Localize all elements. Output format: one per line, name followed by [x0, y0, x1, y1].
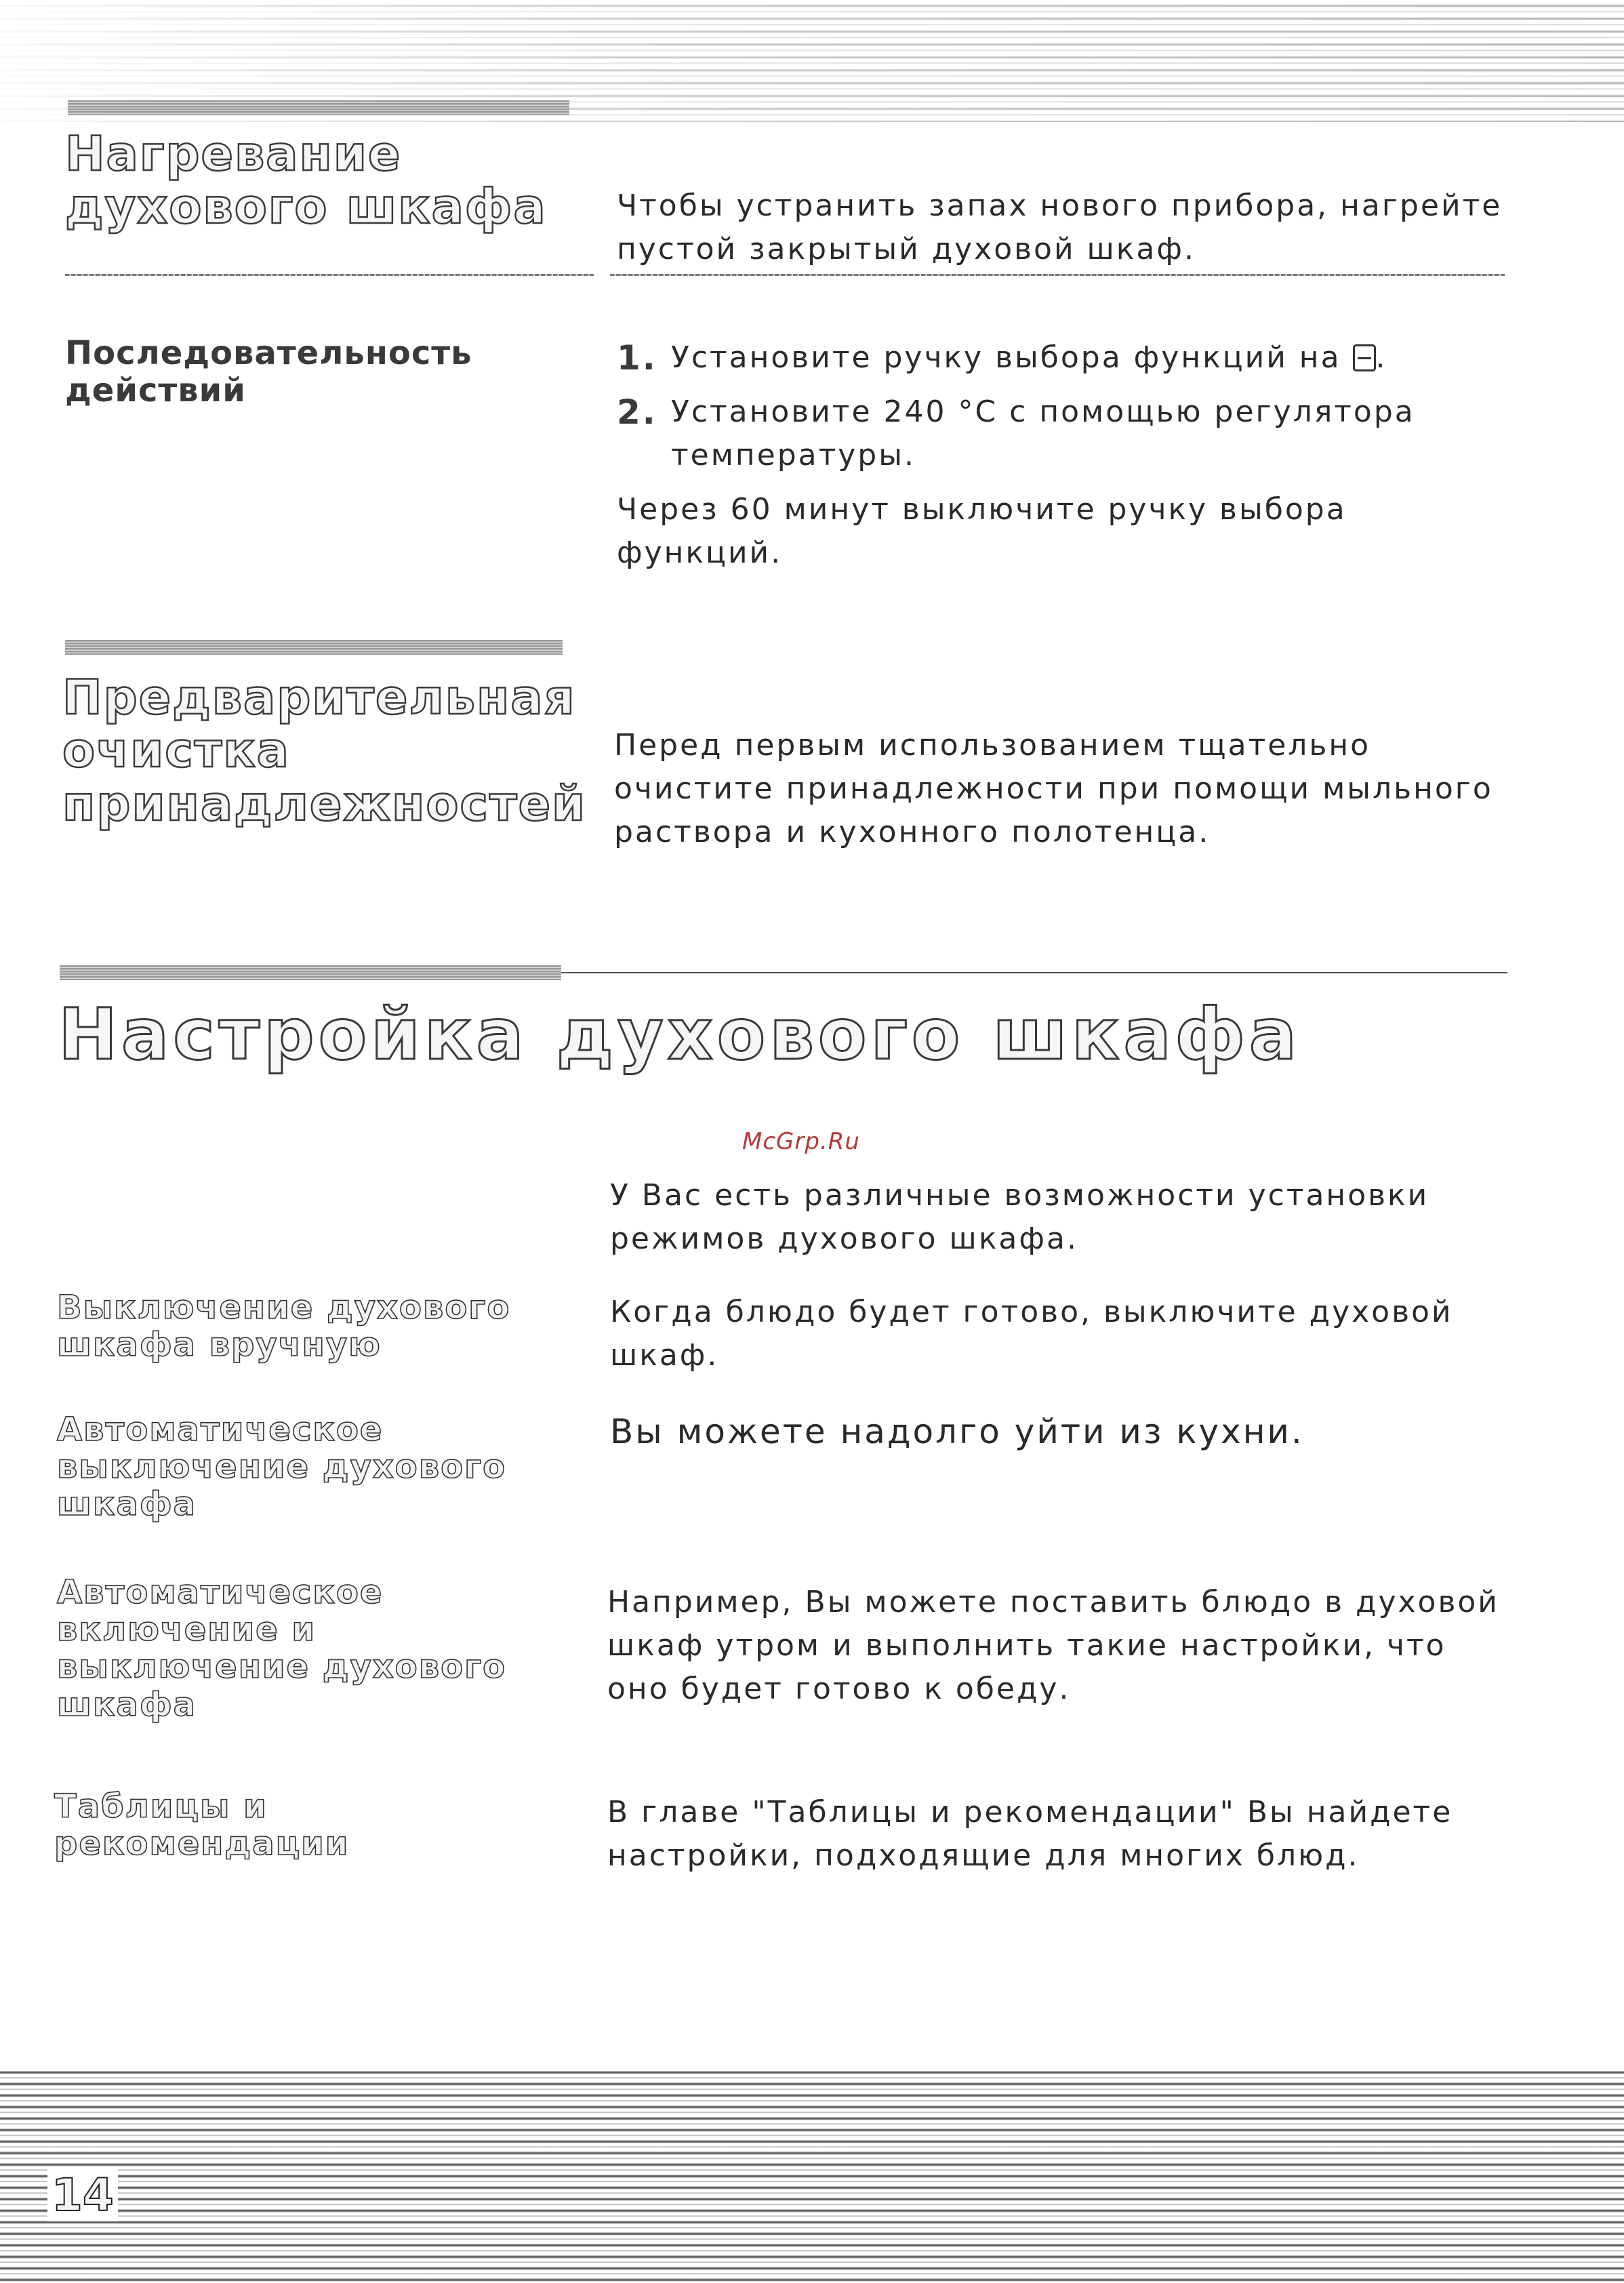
section-bar: [65, 640, 563, 655]
watermark: McGrp.Ru: [742, 1128, 860, 1155]
feature-text: Когда блюдо будет готово, выключите духовой шкаф.: [610, 1295, 1453, 1373]
steps-label: Последовательность действий: [65, 334, 472, 410]
feature-text: Вы можете надолго уйти из кухни.: [610, 1412, 1304, 1451]
step-item: 1. Установите ручку выбора функций на .: [617, 336, 1498, 380]
divider: [561, 972, 1507, 973]
feature-label: Таблицы и рекомендации: [54, 1787, 350, 1863]
steps-list: [617, 336, 1498, 580]
scan-stripes-bottom: [0, 2067, 1624, 2283]
heading-line: духового шкафа: [65, 179, 547, 235]
chapter-heading: Настройка духового шкафа: [58, 993, 1301, 1076]
step-text: Установите ручку выбора функций на: [671, 340, 1341, 375]
step-item: [617, 390, 1498, 477]
feature-label: Выключение духового шкафа вручную: [57, 1289, 511, 1365]
section-bar: [60, 965, 561, 980]
feature-text: В главе "Таблицы и рекомендации" Вы найдете настройки, подходящие для многих блюд.: [607, 1795, 1453, 1873]
section-bar: [68, 100, 569, 115]
heading-line: очистка: [62, 723, 291, 779]
feature-label: Автоматическое выключение духового шкафа: [57, 1411, 507, 1524]
heading-line: Предварительная: [62, 670, 576, 725]
divider: [65, 274, 594, 276]
heading-line: Нагревание: [65, 126, 402, 182]
feature-label: Автоматическое включение и выключение духового шкафа: [57, 1573, 507, 1724]
heading-line: принадлежностей: [62, 775, 587, 832]
page-number: 14: [47, 2169, 118, 2221]
divider: [610, 274, 1505, 276]
section-heading-heating: [65, 127, 607, 234]
step-number: 2.: [617, 392, 657, 432]
top-bottom-heat-icon: [1353, 344, 1376, 371]
section-intro: Чтобы устранить запах нового прибора, нагрейте пустой закрытый духовой шкаф.: [617, 188, 1503, 266]
section-heading-cleaning: [62, 671, 605, 830]
step-number: 1.: [617, 338, 657, 378]
feature-text: Например, Вы можете поставить блюдо в духовой шкаф утром и выполнить такие настройки, что оно будет готово к обеду.: [607, 1585, 1499, 1706]
after-steps-note: Через 60 минут выключите ручку выбора функций.: [617, 492, 1347, 570]
section-text: Перед первым использованием тщательно очистите принадлежности при помощи мыльного раствора и кухонного полотенца.: [614, 728, 1493, 849]
step-text: Установите 240 °С с помощью регулятора температуры.: [671, 395, 1415, 472]
chapter-intro: У Вас есть различные возможности установки режимов духового шкафа.: [610, 1178, 1429, 1256]
